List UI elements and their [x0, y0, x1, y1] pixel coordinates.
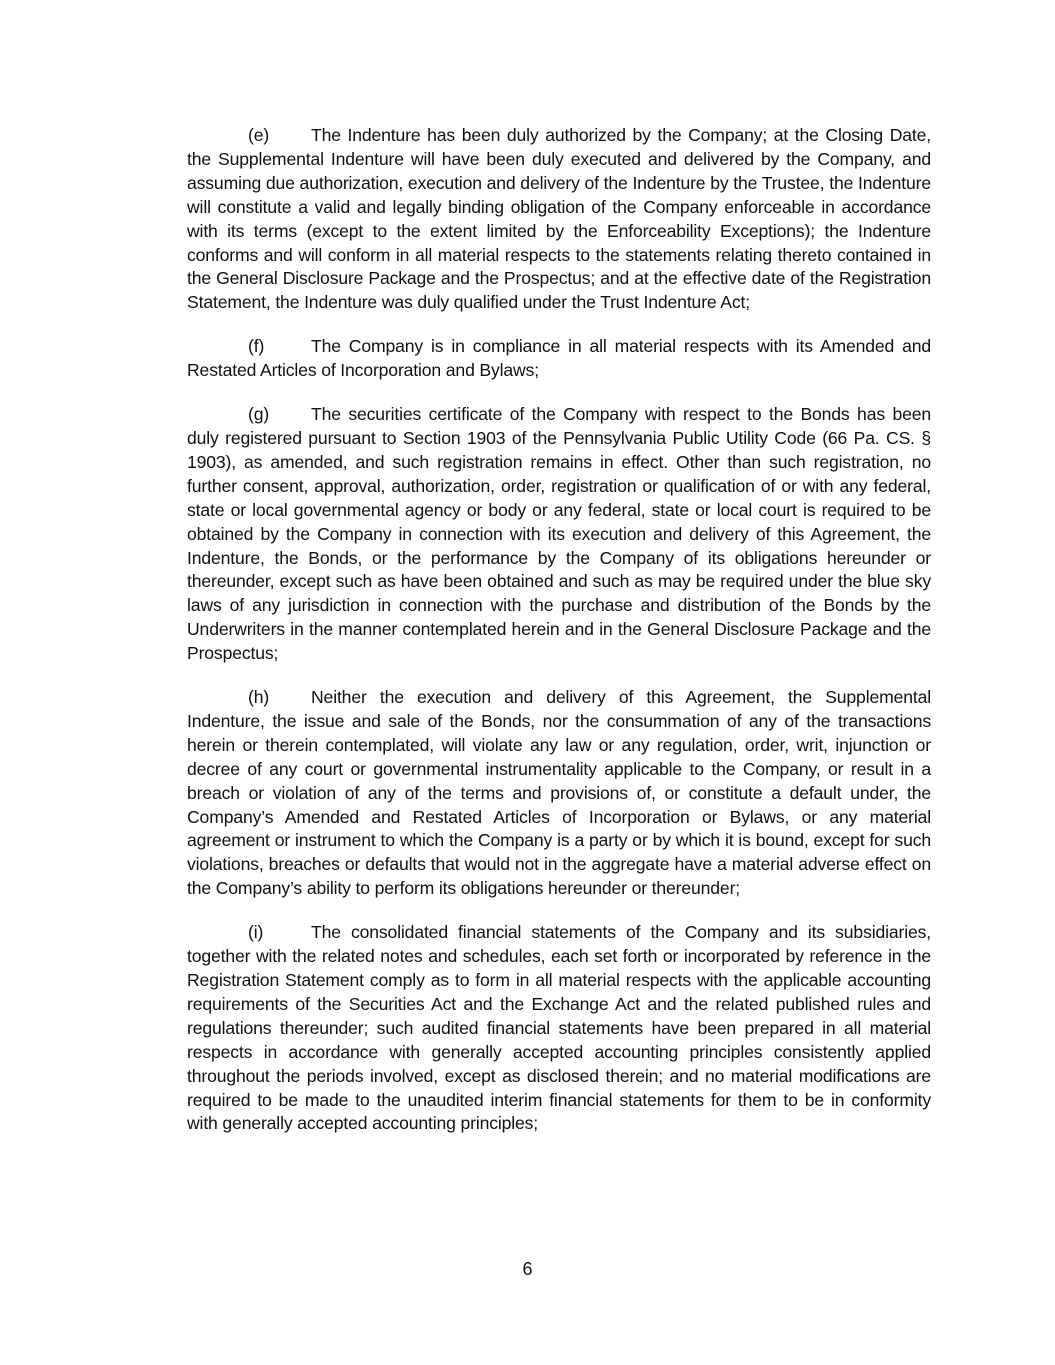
paragraph-marker: (i) [248, 922, 264, 943]
paragraph-f [187, 335, 931, 383]
paragraph-text: The consolidated financial statements of the Company and its subsidiaries, together with the related notes and schedules, each set forth or incorporated by reference in the Registration Statement comply as to form in all material respects with the applicable accounting requirements of the Securities Act and the Exchange Act and the related published rules and regulations thereunder; such audited financial statements have been prepared in all material respects in accordance with generally accepted accounting principles consistently applied throughout the periods involved, except as disclosed therein; and no material modifications are required to be made to the unaudited interim financial statements for them to be in conformity with generally accepted accounting principles; [187, 922, 931, 1134]
paragraph-marker: (g) [248, 404, 270, 425]
paragraph-text: Neither the execution and delivery of this Agreement, the Supplemental Indenture, the issue and sale of the Bonds, nor the consummation of any of the transactions herein or therein contemplated, will violate any law or any regulation, order, writ, injunction or decree of any court or governmental instrumentality applicable to the Company, or result in a breach or violation of any of the terms and provisions of, or constitute a default under, the Company’s Amended and Restated Articles of Incorporation or Bylaws, or any material agreement or instrument to which the Company is a party or by which it is bound, except for such violations, breaches or defaults that would not in the aggregate have a material adverse effect on the Company’s ability to perform its obligations hereunder or thereunder; [187, 687, 931, 899]
paragraph-g [187, 403, 931, 666]
paragraph-text: The securities certificate of the Company with respect to the Bonds has been duly registered pursuant to Section 1903 of the Pennsylvania Public Utility Code (66 Pa. CS. § 1903), as amended, and such registration remains in effect. Other than such registration, no further consent, approval, authorization, order, registration or qualification of or with any federal, state or local governmental agency or body or any federal, state or local court is required to be obtained by the Company in connection with its execution and delivery of this Agreement, the Indenture, the Bonds, or the performance by the Company of its obligations hereunder or thereunder, except such as have been obtained and such as may be required under the blue sky laws of any jurisdiction in connection with the purchase and distribution of the Bonds by the Underwriters in the manner contemplated herein and in the General Disclosure Package and the Prospectus; [187, 404, 931, 664]
paragraph-text: The Company is in compliance in all material respects with its Amended and Restated Articles of Incorporation and Bylaws; [187, 336, 931, 381]
paragraph-marker: (f) [248, 336, 265, 357]
paragraph-marker: (e) [248, 125, 270, 145]
paragraph-h [187, 686, 931, 901]
paragraph-marker: (h) [248, 687, 270, 708]
page-number: 6 [522, 1259, 533, 1279]
paragraph-e [187, 124, 931, 315]
document-body [187, 124, 931, 1156]
paragraph-text: The Indenture has been duly authorized by the Company; at the Closing Date, the Supplemental Indenture will have been duly executed and delivered by the Company, and assuming due authorization, execution and delivery of the Indenture by the Trustee, the Indenture will constitute a valid and legally binding obligation of the Company enforceable in accordance with its terms (except to the extent limited by the Enforceability Exceptions); the Indenture conforms and will conform in all material respects to the statements relating thereto contained in the General Disclosure Package and the Prospectus; and at the effective date of the Registration Statement, the Indenture was duly qualified under the Trust Indenture Act; [187, 125, 931, 313]
paragraph-i [187, 921, 931, 1136]
